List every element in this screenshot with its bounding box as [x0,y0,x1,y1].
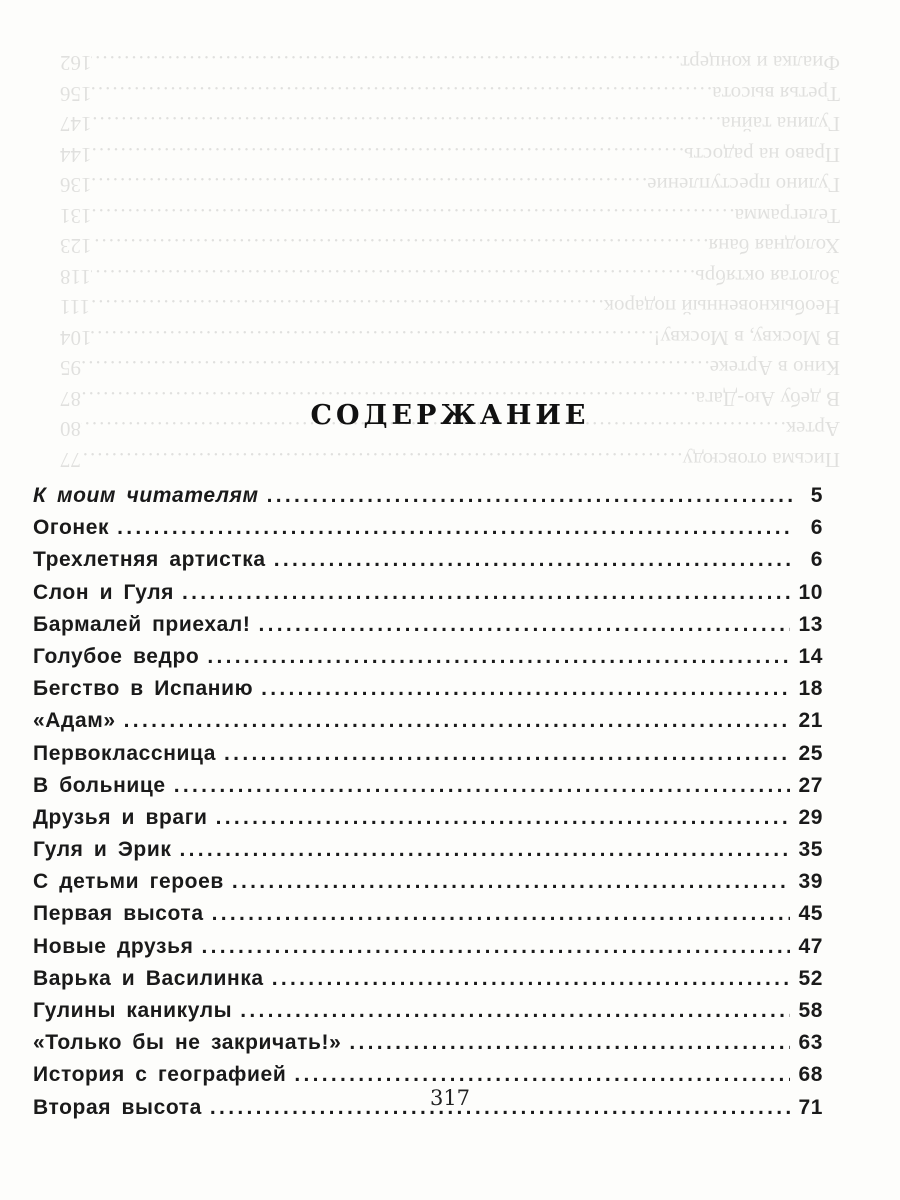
bleed-through-title: Фиалка и концерт [680,51,840,76]
toc-entry-page: 71 [798,1095,823,1119]
dot-leader [294,1063,790,1087]
toc-entry-page: 52 [798,966,823,990]
page-title: СОДЕРЖАНИЕ [310,400,590,431]
toc-entry-page: 14 [798,644,823,668]
bleed-through-line [60,200,840,228]
toc-entry [33,516,823,548]
dot-leader [258,613,790,637]
bleed-through-title: Телеграмма [734,204,840,228]
toc-entry-page: 18 [798,677,823,701]
toc-entry-title: Новые друзья [33,934,194,958]
dot-leader [212,902,791,926]
toc-entry [33,709,823,741]
dot-leader [274,548,793,572]
bleed-through-page: 77 [60,448,81,472]
bleed-through-title: Третья высота [712,82,840,106]
toc-entry-page: 6 [810,516,823,540]
toc-entry-title: Гуля и Эрик [33,838,172,862]
bleed-through-leader [92,81,713,106]
bleed-through-title: Холодная баня [708,234,840,259]
toc-entry-title: Огонек [33,516,110,540]
bleed-through-leader [90,295,604,320]
bleed-through-page: 118 [60,265,91,289]
bleed-through-line [60,322,840,350]
toc-entry-title: Первоклассница [33,741,217,765]
bleed-through-title: Письма отовсюду [682,448,840,472]
bleed-through-title: Право на радость [684,143,840,167]
dot-leader [182,581,790,605]
bleed-through [0,0,900,560]
bleed-through-page: 147 [60,112,92,137]
bleed-through-page: 162 [60,51,92,76]
toc-entry [33,967,823,999]
bleed-through-leader [92,142,685,167]
toc-entry [33,999,823,1031]
toc-entry-page: 47 [798,934,823,958]
bleed-through-page: 104 [60,326,92,350]
bleed-through-page: 80 [60,417,81,442]
bleed-through-line [60,109,840,137]
toc-entry-title: «Только бы не закричать!» [33,1031,342,1055]
toc-entry-page: 45 [798,902,823,926]
bleed-through-line [60,444,840,472]
dot-leader [207,645,790,669]
bleed-through-page: 111 [60,295,90,320]
toc-entry [33,581,823,613]
bleed-through-line [60,139,840,167]
toc-entry-title: Бармалей приехал! [33,612,251,636]
toc-entry-page: 21 [798,709,823,733]
dot-leader [216,806,791,830]
bleed-through-page: 156 [60,82,92,106]
toc-entry-page: 5 [810,484,823,507]
toc-entry [33,645,823,677]
toc-entry [33,548,823,580]
toc-entry [33,902,823,934]
toc-entry-title: К моим читателям [33,484,259,507]
toc-entry-page: 58 [798,999,823,1022]
bleed-through-line [60,292,840,320]
bleed-through-leader [92,112,722,137]
dot-leader [272,967,791,991]
dot-leader [174,774,791,798]
toc-entry-title: Трехлетняя артистка [33,548,266,572]
toc-entry-page: 27 [798,773,823,797]
toc-entry-title: Голубое ведро [33,644,200,668]
bleed-through-line [60,353,840,381]
bleed-through-title: Необыкновенный подарок [603,295,840,320]
toc-entry [33,870,823,902]
toc-entry-title: С детьми героев [33,870,224,894]
bleed-through-leader [92,173,648,198]
toc-entry [33,806,823,838]
toc-entry-title: Первая высота [33,902,204,926]
dot-leader [117,516,793,540]
bleed-through-line [60,170,840,198]
toc-entry [33,774,823,806]
toc-entry-page: 25 [798,741,823,765]
toc-entry-page: 35 [798,838,823,862]
toc-entry-title: Вторая высота [33,1095,202,1119]
table-of-contents [33,484,823,1128]
toc-entry [33,742,823,774]
bleed-through-line [60,78,840,106]
toc-entry-page: 10 [798,580,823,604]
toc-entry-title: Варька и Василинка [33,966,264,990]
toc-entry-title: Слон и Гуля [33,580,175,604]
bleed-through-page: 136 [60,173,92,198]
bleed-through-leader [92,234,709,259]
toc-entry-page: 13 [798,612,823,636]
bleed-through-page: 123 [60,234,92,259]
toc-entry-title: «Адам» [33,709,116,733]
bleed-through-title: Гулино преступление [647,173,840,198]
toc-entry-page: 63 [798,1031,823,1055]
toc-entry [33,677,823,709]
toc-entry-title: В больнице [33,773,166,797]
dot-leader [267,484,793,508]
bleed-through-page: 144 [60,143,92,167]
bleed-through-page: 95 [60,356,81,381]
toc-entry-title: История с географией [33,1063,287,1087]
bleed-through-line [60,48,840,76]
toc-entry-page: 39 [798,870,823,894]
dot-leader [261,677,790,701]
bleed-through-leader [92,203,735,228]
bleed-through-leader [81,356,710,381]
toc-entry-title: Друзья и враги [33,805,208,829]
bleed-through-line [60,231,840,259]
bleed-through-title: Гулина тайна [721,112,840,137]
bleed-through-title: В Москву, в Москву! [653,326,840,350]
toc-entry [33,838,823,870]
bleed-through-title: Артек [785,417,840,442]
dot-leader [224,742,790,766]
dot-leader [179,838,790,862]
toc-entry-page: 68 [798,1063,823,1087]
page-number: 317 [429,1086,471,1110]
toc-entry [33,1031,823,1063]
dot-leader [232,870,791,894]
toc-entry [33,484,823,516]
bleed-through-title: Кино в Артеке [709,356,840,381]
toc-entry-page: 29 [798,805,823,829]
toc-entry-page: 6 [810,548,823,572]
toc-entry-title: Бегство в Испанию [33,677,254,701]
bleed-through-title: Золотая октябрь [695,265,840,289]
toc-entry [33,613,823,645]
dot-leader [124,709,791,733]
bleed-through-leader [92,51,681,76]
bleed-through-leader [81,447,682,472]
bleed-through-page: 131 [60,204,92,228]
bleed-through-page: 87 [60,387,81,411]
bleed-through-leader [92,325,654,350]
toc-entry-title: Гулины каникулы [33,999,233,1022]
dot-leader [240,999,790,1023]
bleed-through-leader [91,264,695,289]
toc-entry [33,935,823,967]
bleed-through-title: В дебу Аю-Дага [695,387,840,411]
bleed-through-line [60,261,840,289]
dot-leader [349,1031,790,1055]
dot-leader [201,935,790,959]
